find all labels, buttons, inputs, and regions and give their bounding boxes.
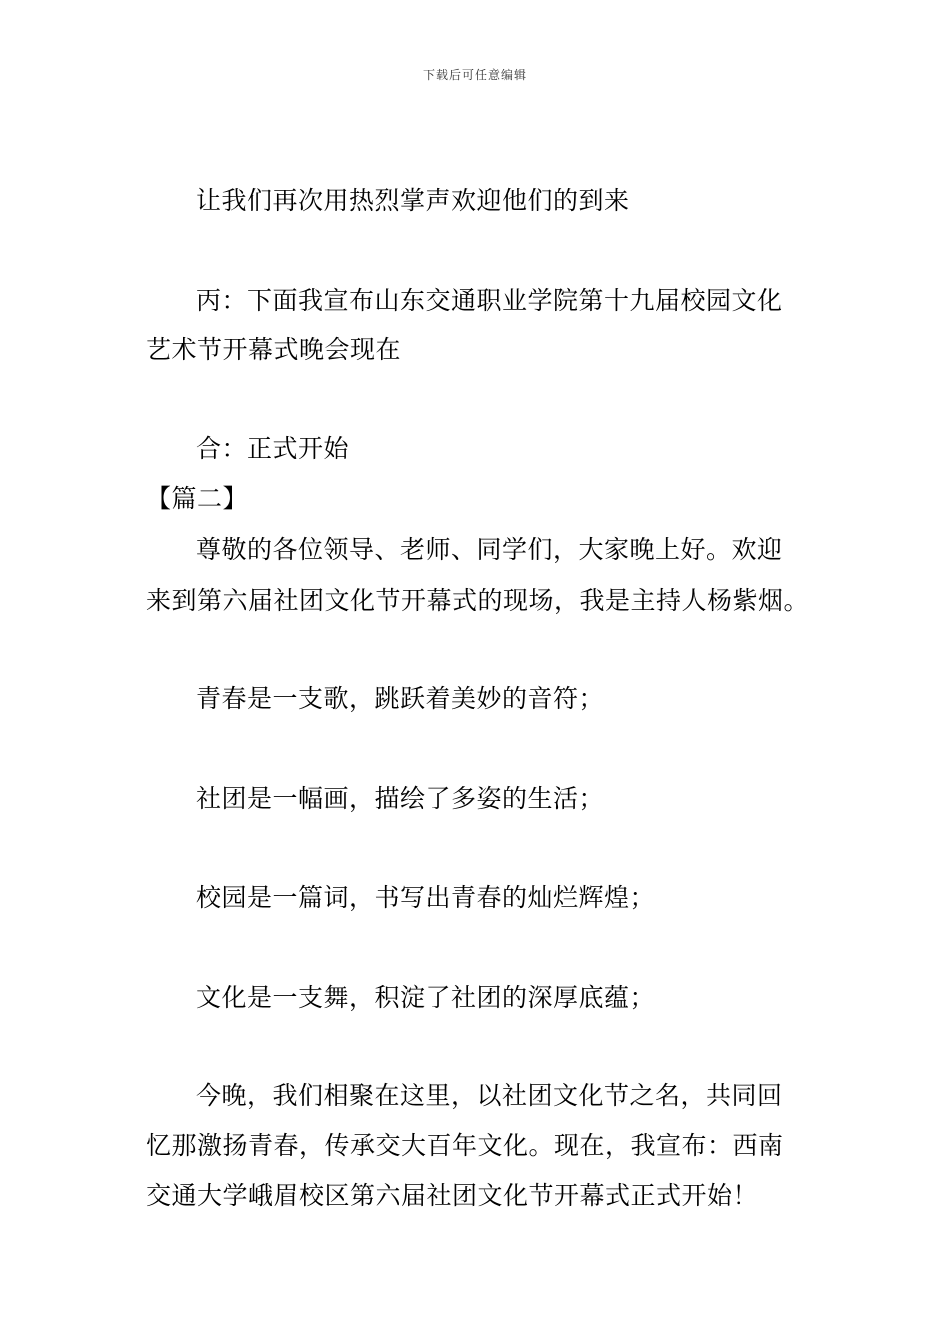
paragraph-line: 来到第六届社团文化节开幕式的现场，我是主持人杨紫烟。: [146, 586, 810, 615]
paragraph-line: 交通大学峨眉校区第六届社团文化节开幕式正式开始！: [146, 1181, 759, 1210]
page-header-note: 下载后可任意编辑: [422, 68, 527, 82]
paragraph-line: 艺术节开幕式晚会现在: [146, 335, 402, 364]
paragraph-line: 尊敬的各位领导、老师、同学们，大家晚上好。欢迎: [196, 535, 783, 564]
paragraph-line: 今晚，我们相聚在这里，以社团文化节之名，共同回: [196, 1081, 783, 1110]
paragraph-line: 社团是一幅画，描绘了多姿的生活；: [196, 784, 605, 813]
paragraph-line: 文化是一支舞，积淀了社团的深厚底蕴；: [196, 983, 656, 1012]
paragraph-line: 忆那激扬青春，传承交大百年文化。现在，我宣布：西南: [146, 1131, 784, 1160]
paragraph-line: 合：正式开始: [196, 434, 350, 463]
paragraph-line: 丙：下面我宣布山东交通职业学院第十九届校园文化: [196, 286, 783, 315]
section-heading: 【篇二】: [146, 484, 249, 513]
paragraph-line: 让我们再次用热烈掌声欢迎他们的到来: [196, 186, 630, 215]
paragraph-line: 校园是一篇词，书写出青春的灿烂辉煌；: [196, 883, 656, 912]
paragraph-line: 青春是一支歌，跳跃着美妙的音符；: [196, 684, 605, 713]
